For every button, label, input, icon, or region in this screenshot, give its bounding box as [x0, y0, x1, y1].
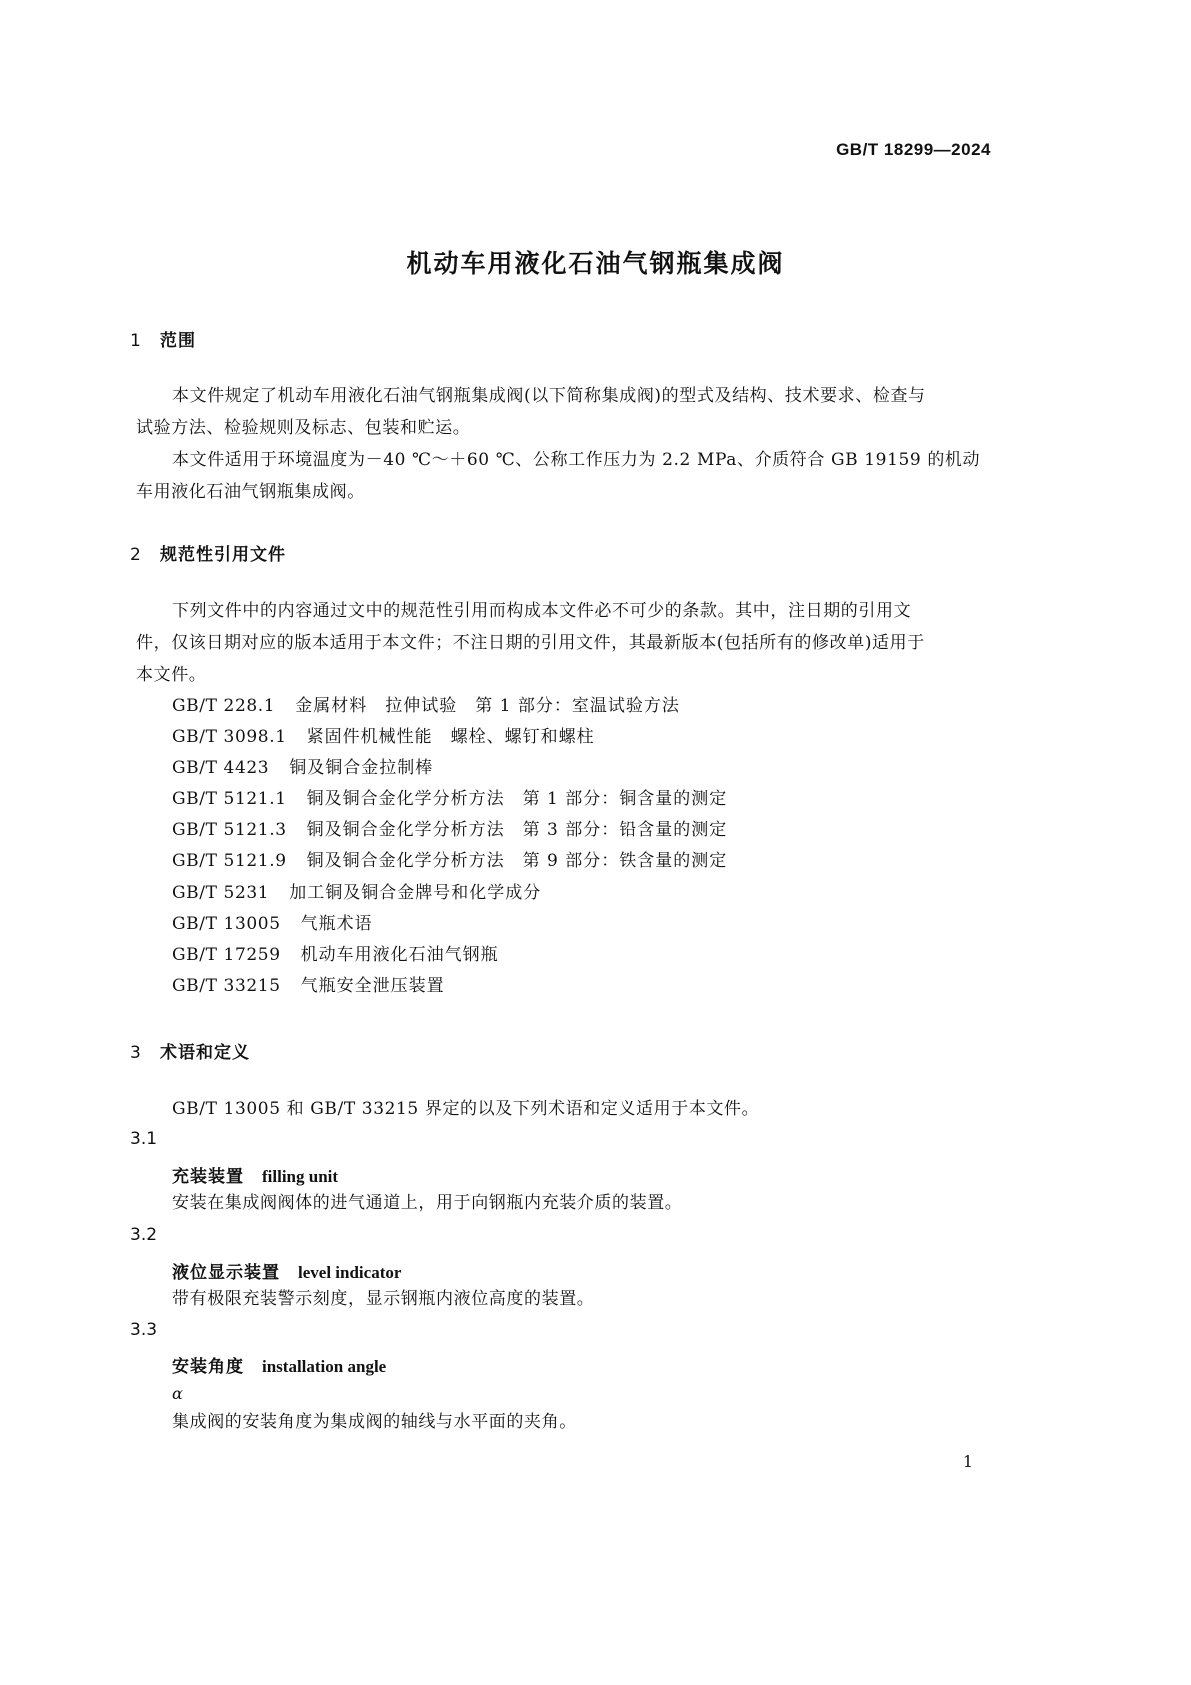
reference-code: GB/T 5121.9 — [172, 851, 287, 871]
reference-title: 铜及铜合金化学分析方法 第 3 部分：铅含量的测定 — [306, 820, 728, 840]
reference-code: GB/T 5121.3 — [172, 820, 287, 840]
reference-title: 紧固件机械性能 螺栓、螺钉和螺柱 — [306, 727, 595, 747]
term-chinese: 安装角度 — [172, 1357, 244, 1377]
section-2-intro-line-2: 件，仅该日期对应的版本适用于本文件；不注日期的引用文件，其最新版本(包括所有的修改单)适用于 — [136, 633, 925, 653]
section-2-number: 2 — [130, 545, 141, 565]
reference-item — [172, 689, 680, 723]
term-number: 3.1 — [130, 1129, 158, 1149]
section-3-heading — [130, 1038, 250, 1063]
reference-item — [172, 720, 595, 754]
reference-item — [172, 844, 727, 878]
standard-code: GB/T 18299—2024 — [836, 140, 991, 159]
term-heading — [172, 1352, 386, 1377]
section-1-para-1-line-2: 试验方法、检验规则及标志、包装和贮运。 — [136, 418, 471, 438]
section-1-para-2-line-1: 本文件适用于环境温度为－40 ℃～＋60 ℃、公称工作压力为 2.2 MPa、介质符合 GB 19159 的机动 — [172, 450, 981, 470]
reference-item — [172, 751, 433, 785]
section-1-para-2-line-2: 车用液化石油气钢瓶集成阀。 — [136, 482, 365, 502]
section-2-title: 规范性引用文件 — [160, 545, 286, 565]
reference-title: 机动车用液化石油气钢瓶 — [300, 945, 499, 965]
reference-title: 加工铜及铜合金牌号和化学成分 — [289, 883, 542, 903]
term-heading — [172, 1258, 401, 1283]
reference-item — [172, 907, 373, 941]
reference-item — [172, 938, 499, 972]
section-1-title: 范围 — [160, 331, 196, 351]
reference-code: GB/T 17259 — [172, 945, 281, 965]
section-3-title: 术语和定义 — [160, 1043, 250, 1063]
reference-title: 气瓶安全泄压装置 — [300, 976, 445, 996]
section-3-number: 3 — [130, 1043, 141, 1063]
term-english: level indicator — [298, 1263, 402, 1282]
section-1-para-1-line-1: 本文件规定了机动车用液化石油气钢瓶集成阀(以下简称集成阀)的型式及结构、技术要求、检查与 — [172, 386, 926, 406]
reference-title: 铜及铜合金化学分析方法 第 9 部分：铁含量的测定 — [306, 851, 728, 871]
section-1-heading — [130, 326, 196, 351]
section-2-heading — [130, 540, 286, 565]
document-title: 机动车用液化石油气钢瓶集成阀 — [406, 249, 785, 278]
term-symbol: α — [172, 1384, 183, 1403]
term-english: installation angle — [262, 1357, 387, 1376]
reference-title: 金属材料 拉伸试验 第 1 部分：室温试验方法 — [295, 696, 680, 716]
term-definition: 带有极限充装警示刻度，显示钢瓶内液位高度的装置。 — [172, 1289, 595, 1309]
term-english: filling unit — [262, 1167, 339, 1186]
term-chinese: 液位显示装置 — [172, 1263, 280, 1283]
reference-title: 铜及铜合金化学分析方法 第 1 部分：铜含量的测定 — [306, 789, 728, 809]
reference-code: GB/T 5231 — [172, 883, 270, 903]
section-2-intro-line-1: 下列文件中的内容通过文中的规范性引用而构成本文件必不可少的条款。其中，注日期的引用文 — [172, 601, 912, 621]
reference-item — [172, 782, 727, 816]
term-number: 3.2 — [130, 1225, 158, 1245]
section-2-intro-line-3: 本文件。 — [136, 665, 207, 685]
term-heading — [172, 1162, 338, 1187]
reference-code: GB/T 13005 — [172, 914, 281, 934]
reference-code: GB/T 3098.1 — [172, 727, 287, 747]
reference-item — [172, 813, 727, 847]
term-definition: 安装在集成阀阀体的进气通道上，用于向钢瓶内充装介质的装置。 — [172, 1193, 683, 1213]
term-definition: 集成阀的安装角度为集成阀的轴线与水平面的夹角。 — [172, 1412, 577, 1432]
reference-item — [172, 969, 445, 1003]
section-1-number: 1 — [130, 331, 141, 351]
reference-title: 气瓶术语 — [300, 914, 373, 934]
reference-code: GB/T 5121.1 — [172, 789, 287, 809]
reference-item — [172, 876, 541, 910]
term-number: 3.3 — [130, 1320, 158, 1340]
page-number: 1 — [962, 1452, 973, 1471]
reference-code: GB/T 4423 — [172, 758, 270, 778]
reference-code: GB/T 228.1 — [172, 696, 276, 716]
reference-code: GB/T 33215 — [172, 976, 281, 996]
section-3-intro: GB/T 13005 和 GB/T 33215 界定的以及下列术语和定义适用于本文件。 — [172, 1099, 760, 1119]
term-chinese: 充装装置 — [172, 1167, 244, 1187]
reference-title: 铜及铜合金拉制棒 — [289, 758, 434, 778]
